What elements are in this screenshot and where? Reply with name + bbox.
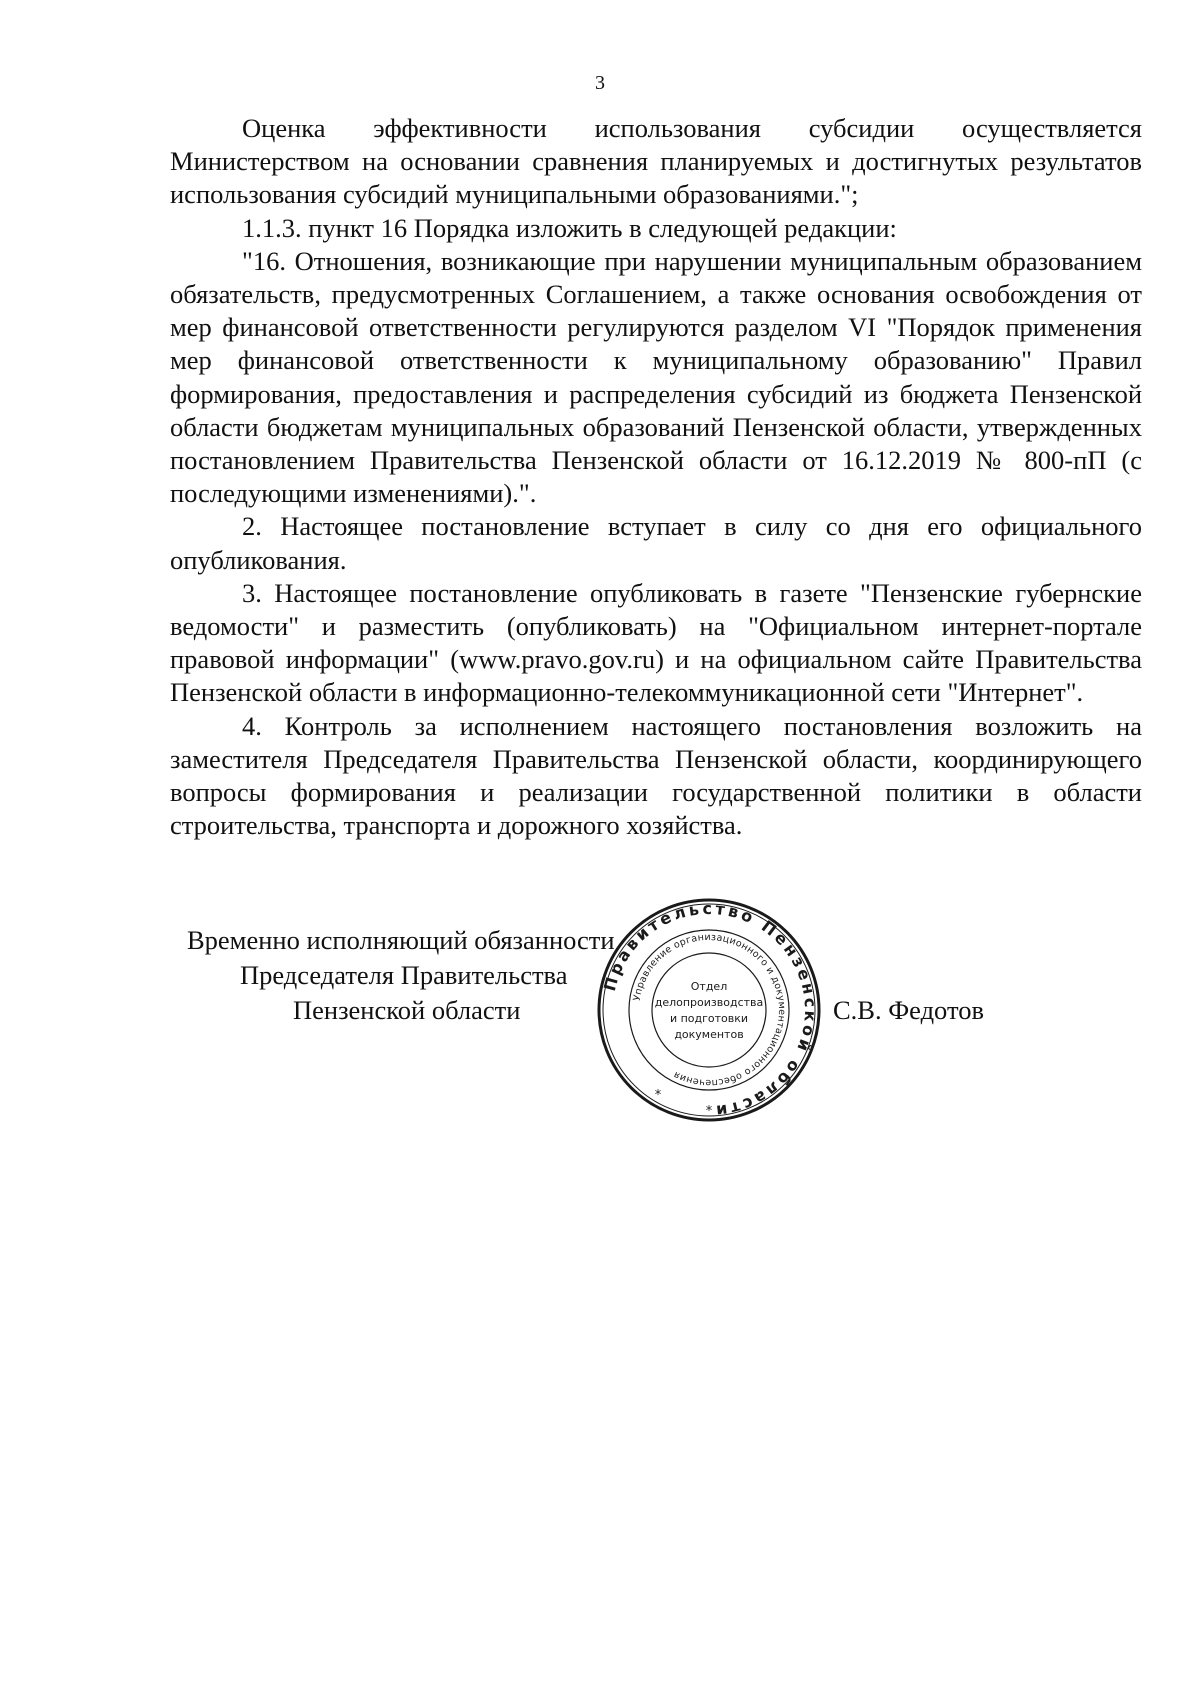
paragraph-1-1-3: 1.1.3. пункт 16 Порядка изложить в следующей редакции: [242,212,897,243]
signatory-title-line-2: Председателя Правительства [240,960,568,990]
signatory-title-line-1: Временно исполняющий обязанности [187,925,615,955]
svg-text:Управление организационного и [632,932,787,1088]
stamp-center-line-4: документов [674,1028,744,1041]
paragraph-16: "16. Отношения, возникающие при нарушении муниципальным образованием обязательств, предусмотренных Соглашением, а также основания освобождения от мер финансовой ответственности регулируются разделом VI "Порядок применения мер финансовой ответственности к муниципальному образованию" Правил формирования, предоставления и распределения субсидий из бюджета Пензенской области бюджетам муниципальных образований Пензенской области, утвержденных постановлением Правительства Пензенской области от 16.12.2019 № 800-пП (с последующими изменениями).". [170,245,1142,509]
paragraph-2: 2. Настоящее постановление вступает в силу со дня его официального опубликования. [170,511,1142,575]
page-number: 3 [595,72,605,94]
official-seal-stamp [596,897,822,1123]
signatory-title-line-3: Пензенской области [293,995,521,1025]
paragraph-4: 4. Контроль за исполнением настоящего постановления возложить на заместителя Председателя Правительства Пензенской области, координирующего вопросы формирования и реализации государственной политики в области строительства, транспорта и дорожного хозяйства. [170,710,1142,841]
document-body [170,112,1142,842]
paragraph-3: 3. Настоящее постановление опубликовать в газете "Пензенские губернские ведомости" и разместить (опубликовать) на "Официальном интернет-портале правовой информации" (www.pravo.gov.ru) и на официальном сайте Правительства Пензенской области в информационно-телекоммуникационной сети "Интернет". [170,577,1142,708]
paragraph-evaluation: Оценка эффективности использования субсидии осуществляется Министерством на основании сравнения планируемых и достигнутых результатов использования субсидий муниципальными образованиями."; [170,113,1142,210]
stamp-star-icon: * [654,1088,662,1103]
signatory-name: С.В. Федотов [833,995,984,1025]
stamp-star-icon: * [705,1104,713,1119]
stamp-center-line-3: и подготовки [669,1012,749,1025]
stamp-center-line-1: Отдел [690,980,728,993]
stamp-outer-text: Правительство Пензенской области [599,898,821,1122]
stamp-inner-text: Управление организационного и документационного обеспечения [631,931,788,1089]
stamp-center-line-2: делопроизводства [654,996,764,1009]
